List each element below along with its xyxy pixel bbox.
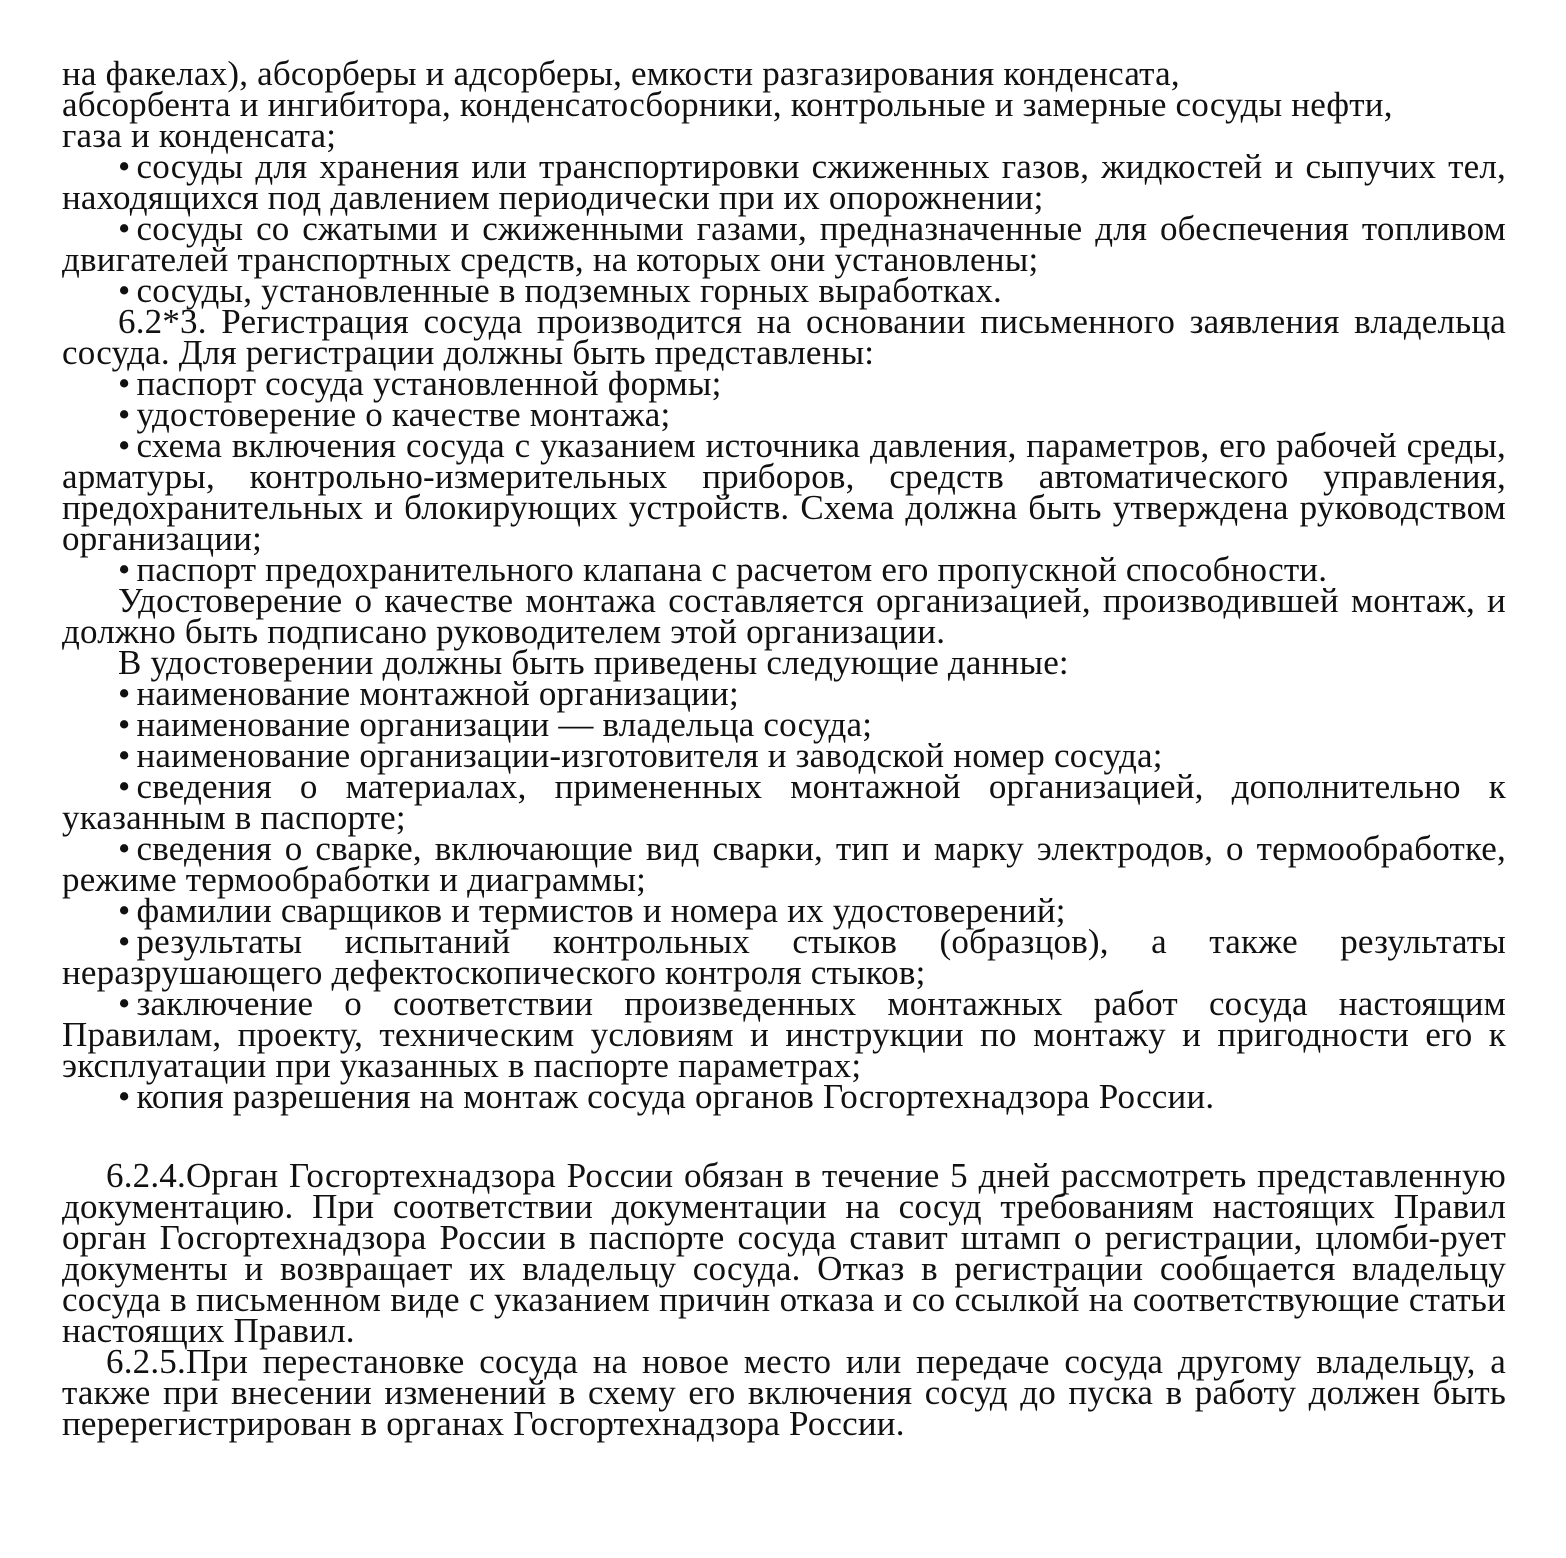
bullet-list-registration-docs bbox=[62, 364, 1506, 589]
bullet-list-vessels bbox=[62, 147, 1506, 310]
text-line: газа и конденсата; bbox=[62, 116, 337, 155]
bullet-icon: • bbox=[118, 984, 131, 1023]
section-6-2-3: 6.2*3. Регистрация сосуда производится на основании письменного заявления владельца сосуда. Для регистрации должны быть представлены: bbox=[62, 302, 1506, 372]
list-item-text: заключение о соответствии произведенных монтажных работ сосуда настоящим Правилам, проекту, техническим условиям и инструкции по монтажу и пригодности его к эксплуатации при указанных в паспорте параметрах; bbox=[62, 984, 1506, 1085]
list-item bbox=[62, 922, 1506, 992]
bullet-icon: • bbox=[118, 922, 131, 961]
list-item bbox=[62, 767, 1506, 837]
paragraph-certificate: Удостоверение о качестве монтажа составляется организацией, производившей монтаж, и должно быть подписано руководителем этой организации. bbox=[62, 581, 1506, 651]
list-item-text: наименование монтажной организации; bbox=[136, 674, 739, 713]
list-item-text: паспорт предохранительного клапана с расчетом его пропускной способности. bbox=[136, 550, 1328, 589]
text-line: абсорбента и ингибитора, конденсатосборники, контрольные и замерные сосуды нефти, bbox=[62, 85, 1393, 124]
document-page bbox=[62, 54, 1506, 1443]
list-item-text: удостоверение о качестве монтажа; bbox=[136, 395, 671, 434]
bullet-icon: • bbox=[118, 271, 131, 310]
bullet-icon: • bbox=[118, 209, 131, 248]
list-item-text: сведения о материалах, примененных монтажной организацией, дополнительно к указанным в паспорте; bbox=[62, 767, 1506, 837]
bullet-icon: • bbox=[118, 1077, 131, 1116]
bullet-icon: • bbox=[118, 674, 131, 713]
list-item-text: сосуды, установленные в подземных горных выработках. bbox=[136, 271, 1003, 310]
bullet-icon: • bbox=[118, 736, 131, 775]
bullet-icon: • bbox=[118, 426, 131, 465]
section-6-2-5: 6.2.5.При перестановке сосуда на новое место или передаче сосуда другому владельцу, а также при внесении изменений в схему его включения сосуд до пуска в работу должен быть перерегистрирован в органах Госгортехнадзора России. bbox=[62, 1342, 1506, 1443]
list-item-text: копия разрешения на монтаж сосуда органов Госгортехнадзора России. bbox=[136, 1077, 1215, 1116]
paragraph-certificate-data: В удостоверении должны быть приведены следующие данные: bbox=[118, 643, 1069, 682]
bullet-icon: • bbox=[118, 395, 131, 434]
bullet-icon: • bbox=[118, 891, 131, 930]
section-spacer bbox=[62, 1112, 1506, 1160]
list-item-text: наименование организации-изготовителя и заводской номер сосуда; bbox=[136, 736, 1163, 775]
bullet-icon: • bbox=[118, 829, 131, 868]
list-item-text: фамилии сварщиков и термистов и номера их удостоверений; bbox=[136, 891, 1066, 930]
section-6-2-4: 6.2.4.Орган Госгортехнадзора России обязан в течение 5 дней рассмотреть представленную документацию. При соответствии документации на сосуд требованиям настоящих Правил орган Госгортехнадзора России в паспорте сосуда ставит штамп о регистрации, цломби-рует документы и возвращает их владельцу сосуда. Отказ в регистрации сообщается владельцу сосуда в письменном виде с указанием причин отказа и со ссылкой на соответствующие статьи настоящих Правил. bbox=[62, 1156, 1506, 1350]
list-item bbox=[62, 984, 1506, 1085]
bullet-icon: • bbox=[118, 364, 131, 403]
list-item bbox=[62, 829, 1506, 899]
bullet-icon: • bbox=[118, 705, 131, 744]
list-item bbox=[62, 209, 1506, 279]
list-item-text: наименование организации — владельца сосуда; bbox=[136, 705, 873, 744]
list-item bbox=[62, 1077, 1506, 1116]
bullet-list-certificate-data bbox=[62, 674, 1506, 1116]
list-item-text: паспорт сосуда установленной формы; bbox=[136, 364, 722, 403]
list-item-text: сосуды для хранения или транспортировки сжиженных газов, жидкостей и сыпучих тел, находящихся под давлением периодически при их опорожнении; bbox=[62, 147, 1506, 217]
list-item-text: сосуды со сжатыми и сжиженными газами, предназначенные для обеспечения топливом двигателей транспортных средств, на которых они установлены; bbox=[62, 209, 1506, 279]
list-item-text: схема включения сосуда с указанием источника давления, параметров, его рабочей среды, арматуры, контрольно-измерительных приборов, средств автоматического управления, предохранительных и блокирующих устройств. Схема должна быть утверждена руководством организации; bbox=[62, 426, 1506, 558]
text-line: на факелах), абсорберы и адсорберы, емкости разгазирования конденсата, bbox=[62, 54, 1180, 93]
bullet-icon: • bbox=[118, 767, 131, 806]
list-item bbox=[62, 147, 1506, 217]
list-item-text: сведения о сварке, включающие вид сварки, тип и марку электродов, о термообработке, режиме термообработки и диаграммы; bbox=[62, 829, 1506, 899]
bullet-icon: • bbox=[118, 147, 131, 186]
list-item-text: результаты испытаний контрольных стыков (образцов), а также результаты неразрушающего дефектоскопического контроля стыков; bbox=[62, 922, 1506, 992]
bullet-icon: • bbox=[118, 550, 131, 589]
list-item bbox=[62, 426, 1506, 558]
